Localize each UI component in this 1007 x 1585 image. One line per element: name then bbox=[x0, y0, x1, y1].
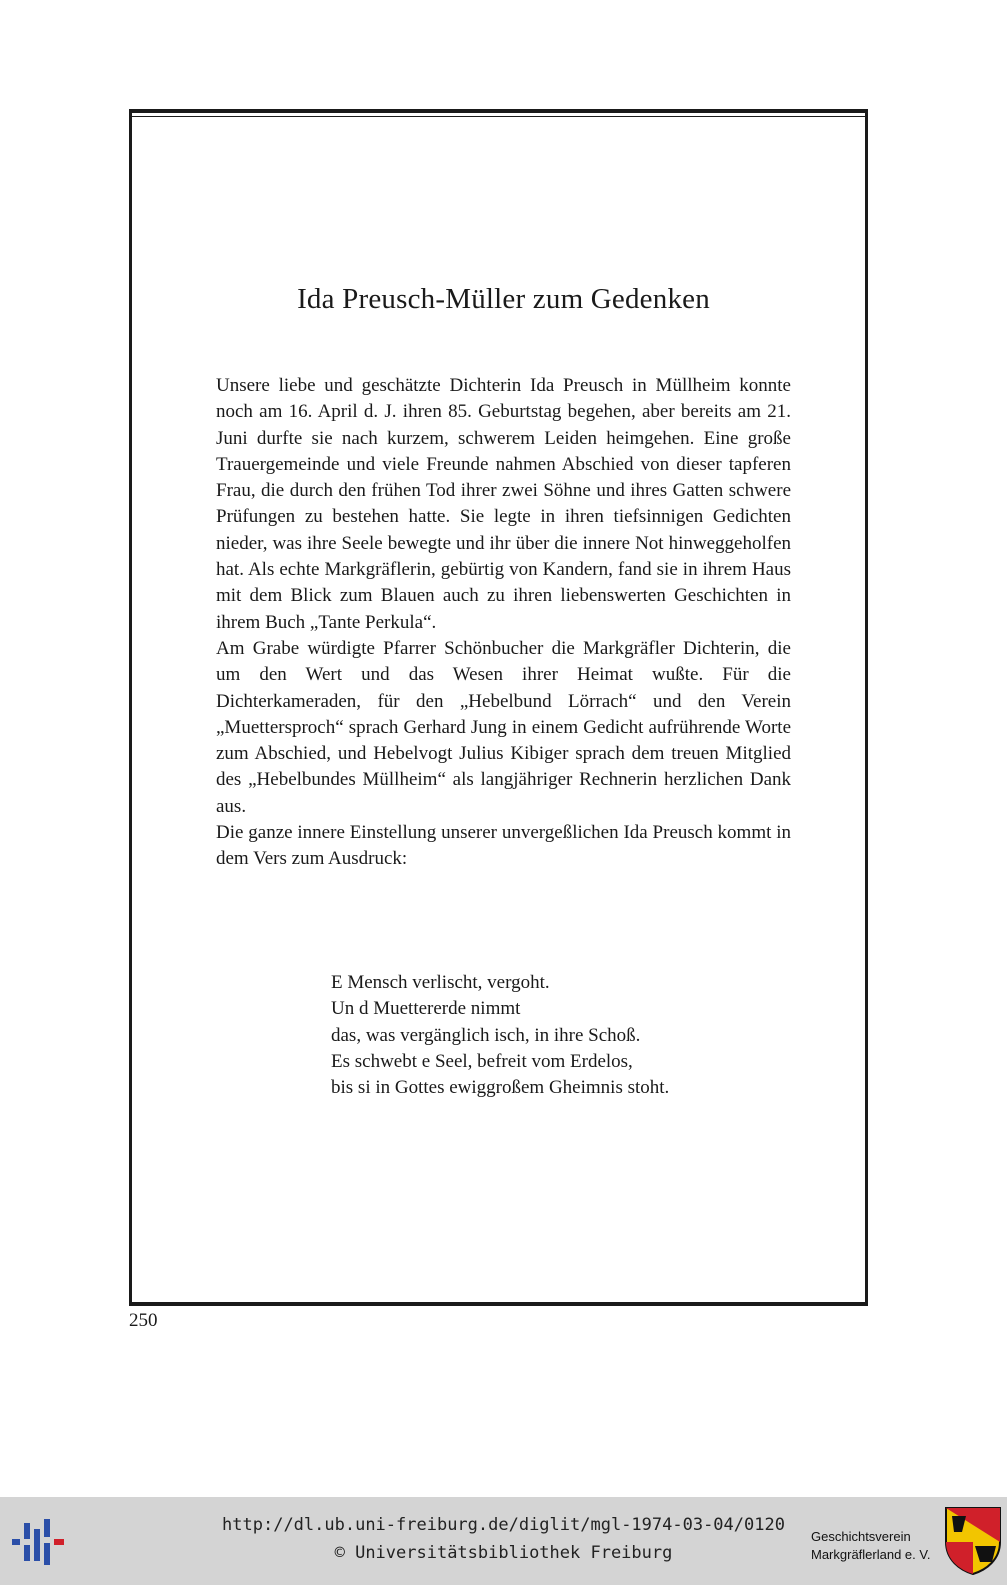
footer-bar bbox=[0, 1497, 1007, 1585]
society-name bbox=[811, 1528, 930, 1564]
society-name-line-1: Geschichtsverein bbox=[811, 1529, 911, 1544]
poem bbox=[331, 970, 669, 1101]
paragraph-3: Die ganze innere Einstellung unserer unvergeßlichen Ida Preusch kommt in dem Vers zum Ausdruck: bbox=[216, 822, 791, 870]
paragraph-2: Am Grabe würdigte Pfarrer Schönbucher die Markgräfler Dichterin, die um den Wert und das Wesen ihrer Heimat wußte. Für die Dichterkameraden, für den „Hebelbund Lörrach“ und den Verein „Muettersproch“ sprach Gerhard Jung in einem Gedicht aufrührende Worte zum Abschied, und Hebelvogt Julius Kibiger sprach dem treuen Mitglied des „Hebelbundes Müllheim“ als langjähriger Rechnerin herzlichen Dank aus. bbox=[216, 637, 791, 817]
page-number: 250 bbox=[129, 1310, 158, 1331]
society-name-line-2: Markgräflerland e. V. bbox=[811, 1547, 931, 1562]
footer-copyright: © Universitätsbibliothek Freiburg bbox=[334, 1543, 673, 1563]
document-title: Ida Preusch-Müller zum Gedenken bbox=[297, 283, 710, 315]
coat-of-arms-icon bbox=[944, 1506, 1002, 1576]
poem-line-5: bis si in Gottes ewiggroßem Gheimnis stoht. bbox=[331, 1077, 670, 1099]
document-body bbox=[216, 373, 791, 873]
footer-url-link[interactable]: http://dl.ub.uni-freiburg.de/diglit/mgl-1974-03-04/0120 bbox=[222, 1515, 785, 1535]
poem-line-2: Un d Muettererde nimmt bbox=[331, 998, 521, 1020]
paragraph-1: Unsere liebe und geschätzte Dichterin Ida Preusch in Müllheim konnte noch am 16. April d. J. ihren 85. Geburtstag begehen, aber bereits am 21. Juni durfte sie nach kurzem, schwerem Leiden heimgehen. Eine große Trauergemeinde und viele Freunde nahmen Abschied von dieser tapferen Frau, die durch den frühen Tod ihrer zwei Söhne und ihres Gatten schwere Prüfungen zu bestehen hatte. Sie legte in ihren tiefsinnigen Gedichten nieder, was ihre Seele bewegte und ihr über die innere Not hinweggeholfen hat. Als echte Markgräflerin, gebürtig von Kandern, fand sie in ihrem Haus mit dem Blick zum Blauen auch zu ihren liebenswerten Geschichten in ihrem Buch „Tante Perkula“. bbox=[216, 375, 791, 633]
poem-line-1: E Mensch verlischt, vergoht. bbox=[331, 972, 550, 993]
poem-line-4: Es schwebt e Seel, befreit vom Erdelos, bbox=[331, 1050, 633, 1072]
poem-line-3: das, was vergänglich isch, in ihre Schoß. bbox=[331, 1024, 641, 1046]
